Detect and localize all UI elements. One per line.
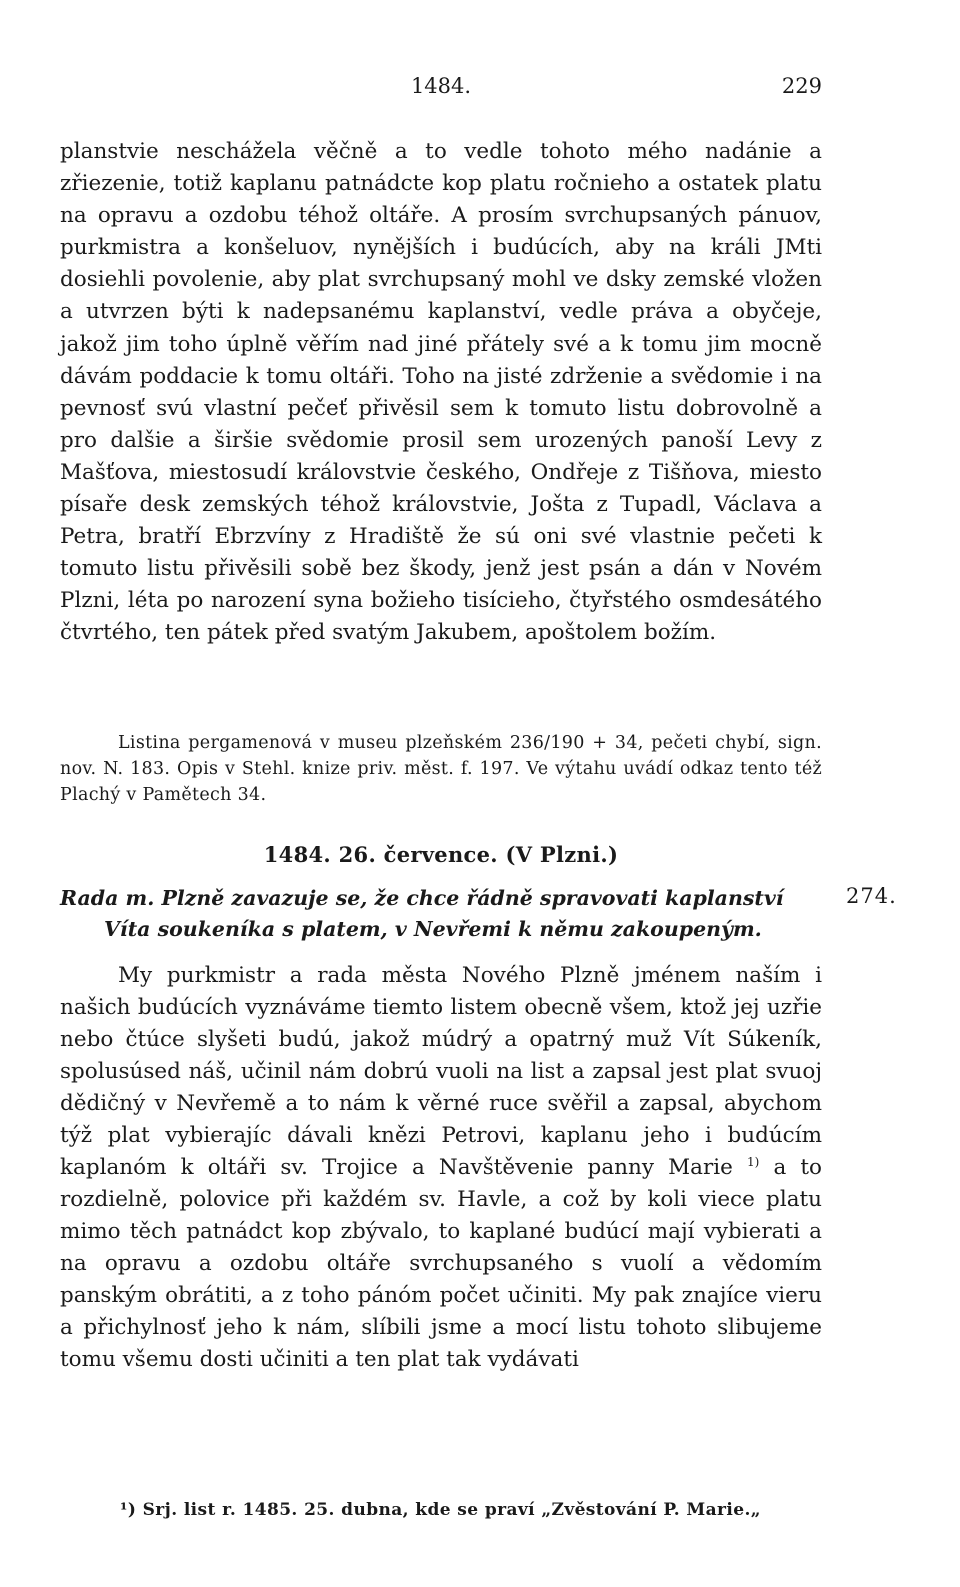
page-header [60, 74, 822, 104]
summary-line-2: Víta soukeníka s platem, v Nevřemi k němu zakoupeným. [104, 917, 762, 941]
body-text-part-2: a to rozdielně, polovice při každém sv. Havle, a což by koli viece platu mimo těch patnádct kop zbývalo, to kaplané budúcí mají vybierati a na opravu a ozdobu oltáře svrchupsaného s vuolí a vědomím panským obrátiti, a z toho pánóm počet učiniti. My pak znajíce vieru a přichylnosť jeho k nám, slíbili jsme a mocí listu tohoto slibujeme tomu všemu dosti učiniti a ten plat tak vydávati [60, 1155, 822, 1372]
footnote-marker: 1) [746, 1154, 760, 1169]
document-body [60, 960, 822, 1376]
document-summary [60, 883, 822, 945]
page-number: 229 [781, 74, 822, 98]
document-number: 274. [846, 884, 897, 908]
continuation-paragraph: planstvie neschážela věčně a to vedle tohoto mého nadánie a zřiezenie, totiž kaplanu patnádcte kop platu ročnieho a ostatek platu na opravu a ozdobu téhož oltáře. A prosím svrchupsaných pánuov, purkmistra a konšeluov, nynějších i budúcích, aby na králi JMti dosiehli povolenie, aby plat svrchupsaný mohl ve dsky zemské vložen a utvrzen býti k nadepsanému kaplanství, vedle práva a obyčeje, jakož jim toho úplně věřím nad jiné přátely své a k tomu jim mocně dávám poddacie k tomu oltáři. Toho na jisté zdrženie a svědomie i na pevnosť svú vlastní pečeť přivěsil sem k tomuto listu dobrovolně a pro dalšie a širšie svědomie prosil sem urozených panoší Levy z Mašťova, miestosudí královstvie českého, Ondřeje z Tišňova, miesto písaře desk zemských téhož královstvie, Jošta z Tupadl, Václava a Petra, bratří Ebrzvíny z Hradiště že sú oni své vlastnie pečeti k tomuto listu přivěsili sobě bez škody, jenž jest psán a dán v Novém Plzni, léta po narození syna božieho tisícieho, čtyřstého osmdesátého čtvrtého, ten pátek před svatým Jakubem, apoštolem božím. [60, 139, 822, 646]
footnote: ¹) Srj. list r. 1485. 25. dubna, kde se praví „Zvěstování P. Marie.„ [120, 1500, 761, 1520]
source-note-block [60, 730, 822, 808]
source-note: Listina pergamenová v museu plzeňském 236/190 + 34, pečeti chybí, sign. nov. N. 183. Opis v Stehl. knize priv. měst. f. 197. Ve výtahu uvádí odkaz tento též Plachý v Pamětech 34. [60, 733, 822, 805]
summary-line-1: Rada m. Plzně zavazuje se, že chce řádně spravovati kaplanství [60, 886, 784, 910]
running-header-year: 1484. [410, 74, 472, 98]
continuation-block [60, 136, 822, 650]
document-heading: 1484. 26. července. (V Plzni.) [263, 842, 619, 867]
body-text-part-1: My purkmistr a rada města Nového Plzně jménem naším i našich budúcích vyznáváme tiemto listem obecně všem, ktož jej uzřie nebo čtúce slyšeti budú, jakož múdrý a opatrný muž Vít Súkeník, spolusúsed náš, učinil nám dobrú vuoli na list a zapsal jest plat svuoj dědičný v Nevřemě a to nám k věrné ruce svěřil a zapsal, abychom týž plat vybierajíc dávali knězi Petrovi, kaplanu jeho i budúcím kaplanóm k oltáři sv. Trojice a Navštěvenie panny Marie [60, 963, 822, 1180]
